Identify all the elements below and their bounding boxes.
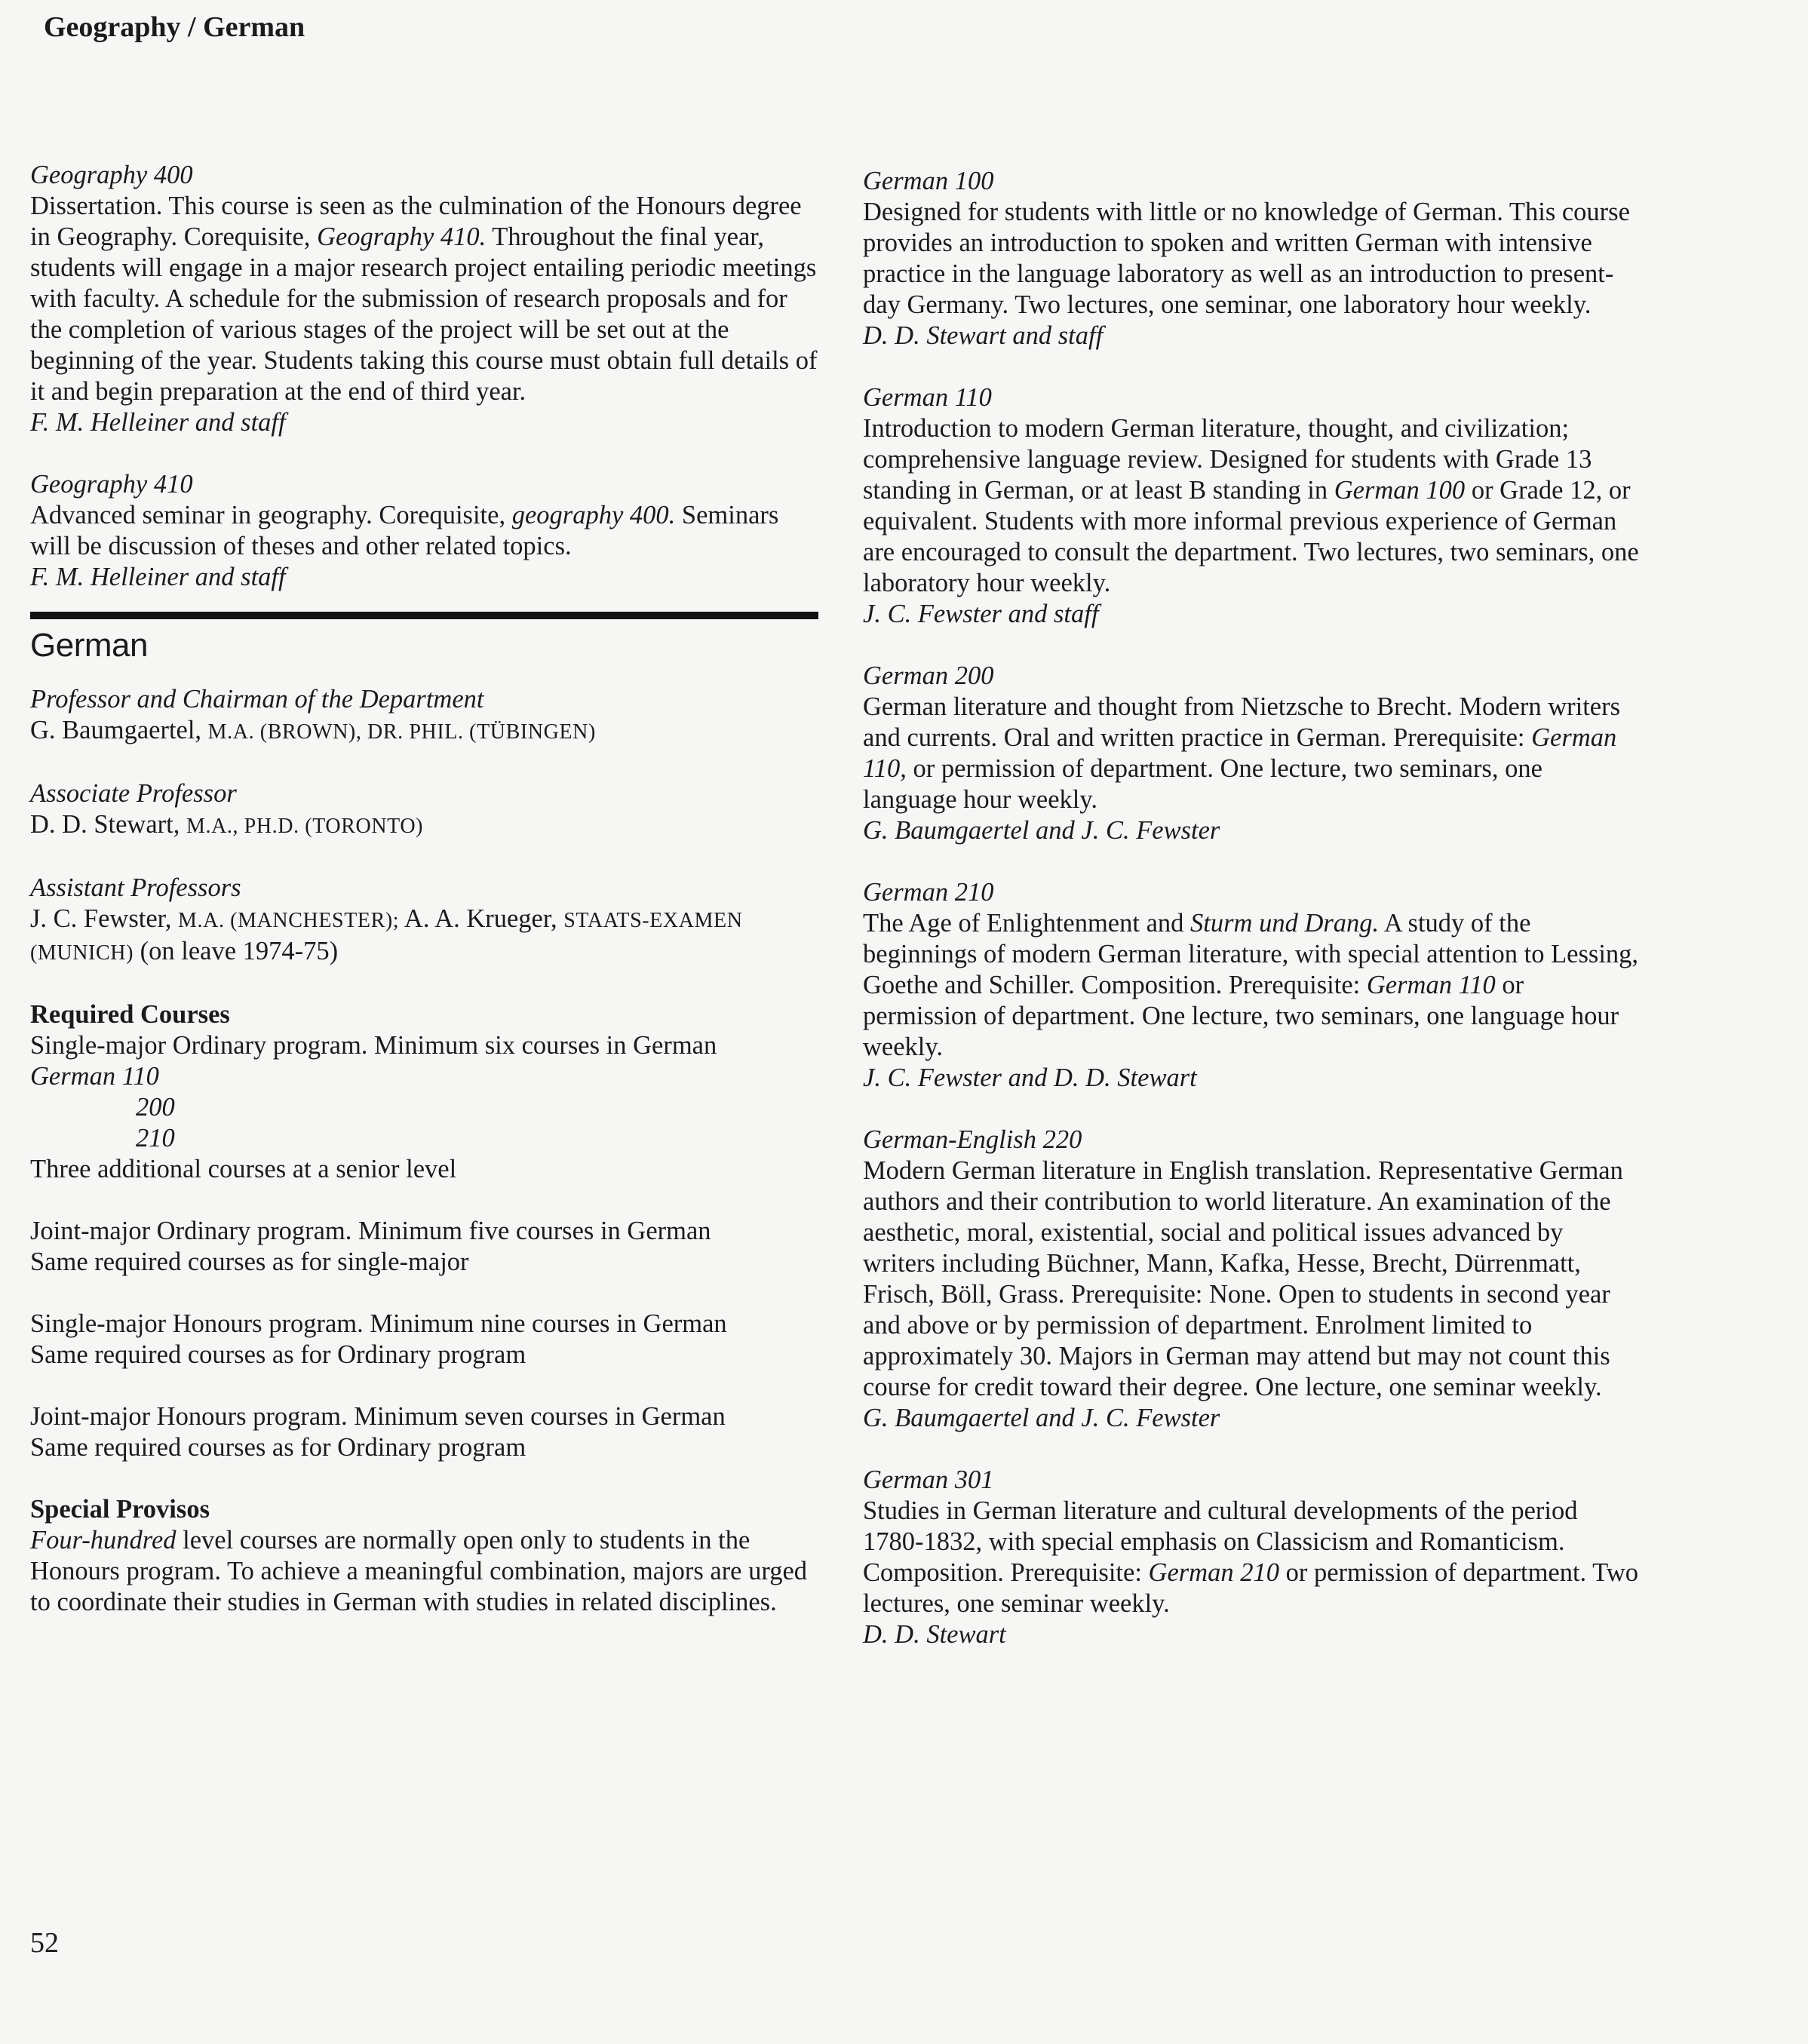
- course-instructor: J. C. Fewster and D. D. Stewart: [863, 1063, 1197, 1092]
- program-description: Joint-major Honours program. Minimum seven courses in German: [30, 1402, 726, 1431]
- faculty-entry-associate: [30, 778, 822, 842]
- program-note: Same required courses as for single-major: [30, 1248, 469, 1276]
- course-description: [863, 908, 1640, 1063]
- course-instructor: D. D. Stewart: [863, 1620, 1006, 1649]
- course-entry-german-200: [863, 661, 1640, 846]
- faculty-member: [30, 809, 822, 842]
- faculty-name: D. D. Stewart,: [30, 810, 186, 839]
- faculty-credentials: M.A., PH.D. (TORONTO): [186, 815, 424, 838]
- required-course: 200: [136, 1093, 175, 1122]
- faculty-name: A. A. Krueger,: [399, 904, 564, 933]
- course-instructor: F. M. Helleiner and staff: [30, 408, 286, 437]
- required-courses-heading: Required Courses: [30, 1000, 230, 1029]
- page-number: 52: [30, 1927, 59, 1959]
- course-description: [30, 191, 822, 407]
- description-text: or permission of department. Two lectures, one seminar weekly.: [863, 1558, 1639, 1618]
- course-description: [863, 692, 1640, 815]
- description-text: Introduction to modern German literature, thought, and civilization; comprehensive language review. Designed for students with Grade 13 standing in German, or at least B standing in: [863, 414, 1592, 505]
- course-description: [30, 500, 822, 562]
- course-reference: Geography 410.: [317, 223, 487, 251]
- program-note: Same required courses as for Ordinary program: [30, 1433, 526, 1462]
- course-title: German 110: [863, 383, 992, 412]
- faculty-entry-assistant: [30, 873, 822, 968]
- course-entry-german-110: [863, 382, 1640, 630]
- faculty-rank: Assistant Professors: [30, 873, 241, 902]
- faculty-note: (on leave 1974-75): [134, 937, 339, 965]
- course-description: Modern German literature in English translation. Representative German authors and their contribution to world literature. An examination of the aesthetic, moral, existential, social and political issues advanced by writers including Büchner, Mann, Kafka, Hesse, Brecht, Dürrenmatt, Frisch, Böll, Grass. Prerequisite: None. Open to students in second year and above or by permission of department. Enrolment limited to approximately 30. Majors in German may attend but may not count this course for credit toward their degree. One lecture, one seminar weekly.: [863, 1156, 1623, 1401]
- course-entry-german-301: [863, 1465, 1640, 1650]
- special-provisos-heading: Special Provisos: [30, 1495, 210, 1524]
- course-instructor: J. C. Fewster and staff: [863, 600, 1099, 628]
- spacer: [30, 1370, 822, 1401]
- description-text: The Age of Enlightenment and: [863, 909, 1191, 938]
- special-provisos-text: [30, 1525, 822, 1618]
- course-description: Designed for students with little or no knowledge of German. This course provides an introduction to spoken and written German with intensive practice in the language laboratory as well as an introduction to present-day Germany. Two lectures, one seminar, one laboratory hour weekly.: [863, 198, 1630, 319]
- faculty-rank: Professor and Chairman of the Department: [30, 685, 484, 714]
- faculty-rank: Associate Professor: [30, 779, 237, 808]
- running-head: Geography / German: [44, 11, 305, 43]
- description-text: or Grade 12, or equivalent. Students with more informal previous experience of German are encouraged to consult the department. Two lectures, two seminars, one laboratory hour weekly.: [863, 476, 1639, 597]
- course-entry-geography-400: [30, 160, 822, 438]
- faculty-credentials: STAATS-EXAMEN (MUNICH): [30, 909, 743, 965]
- course-entry-geography-410: [30, 469, 822, 593]
- description-text: or permission of department. One lecture, two seminars, one language hour weekly.: [863, 754, 1542, 814]
- faculty-name: G. Baumgaertel,: [30, 716, 208, 744]
- description-text: Advanced seminar in geography. Corequisite,: [30, 501, 512, 529]
- program-description: Joint-major Ordinary program. Minimum five courses in German: [30, 1217, 711, 1245]
- course-title: Geography 410: [30, 470, 193, 499]
- program-note: Same required courses as for Ordinary program: [30, 1340, 526, 1369]
- course-reference: German 210: [1148, 1558, 1279, 1587]
- required-courses: [30, 999, 822, 1463]
- course-title: German 100: [863, 167, 994, 195]
- special-provisos: [30, 1494, 822, 1618]
- provisos-lead: Four-hundred: [30, 1526, 177, 1554]
- required-course: 210: [136, 1124, 175, 1152]
- course-title: German 301: [863, 1465, 994, 1494]
- course-title: German 210: [863, 878, 994, 907]
- course-instructor: F. M. Helleiner and staff: [30, 563, 286, 591]
- course-entry-german-210: [863, 877, 1640, 1094]
- faculty-entry-professor: [30, 684, 822, 747]
- program-description: Single-major Honours program. Minimum nine courses in German: [30, 1309, 727, 1338]
- course-instructor: D. D. Stewart and staff: [863, 321, 1104, 350]
- description-text: German literature and thought from Nietzsche to Brecht. Modern writers and currents. Oral and written practice in German. Prerequisite:: [863, 692, 1621, 752]
- course-instructor: G. Baumgaertel and J. C. Fewster: [863, 816, 1220, 845]
- course-description: [863, 1496, 1640, 1619]
- course-title: German 200: [863, 661, 994, 690]
- course-description: [863, 413, 1640, 599]
- faculty-name: J. C. Fewster,: [30, 904, 179, 933]
- program-description: Single-major Ordinary program. Minimum six courses in German: [30, 1031, 717, 1060]
- course-title: Geography 400: [30, 161, 193, 189]
- course-reference: geography 400.: [511, 501, 676, 529]
- left-column: [30, 160, 822, 1649]
- course-instructor: G. Baumgaertel and J. C. Fewster: [863, 1404, 1220, 1432]
- course-entry-german-english-220: [863, 1125, 1640, 1434]
- faculty-credentials: M.A. (BROWN), DR. PHIL. (TÜBINGEN): [207, 720, 596, 744]
- course-reference: German 100: [1334, 476, 1466, 505]
- faculty-member: [30, 715, 822, 747]
- course-reference: Sturm und Drang.: [1190, 909, 1380, 938]
- required-course: German 110: [30, 1062, 159, 1091]
- course-entry-german-100: [863, 166, 1640, 351]
- spacer: [30, 1278, 822, 1309]
- description-text: or permission of department. One lecture, two seminars, one language hour weekly.: [863, 971, 1619, 1061]
- description-text: Seminars will be discussion of theses and other related topics.: [30, 501, 779, 560]
- course-reference: German 110,: [863, 723, 1617, 783]
- description-text: Throughout the final year, students will engage in a major research project entailing periodic meetings with faculty. A schedule for the submission of research proposals and for the completion of various stages of the project will be set out at the beginning of the year. Students taking this course must obtain full details of it and begin preparation at the end of third year.: [30, 223, 818, 406]
- right-column: [863, 166, 1640, 1681]
- provisos-body: level courses are normally open only to students in the Honours program. To achieve a meaningful combination, majors are urged to coordinate their studies in German with studies in related disciplines.: [30, 1526, 808, 1616]
- description-text: Dissertation. This course is seen as the culmination of the Honours degree in Geography. Corequisite,: [30, 192, 802, 251]
- description-text: Studies in German literature and cultural developments of the period 1780-1832, with special emphasis on Classicism and Romanticism. Composition. Prerequisite:: [863, 1496, 1578, 1587]
- spacer: [30, 1185, 822, 1216]
- section-title-german: German: [30, 627, 148, 664]
- course-title: German-English 220: [863, 1125, 1082, 1154]
- program-note: Three additional courses at a senior level: [30, 1155, 457, 1183]
- faculty-member: [30, 904, 822, 968]
- faculty-credentials: M.A. (MANCHESTER);: [178, 909, 400, 932]
- section-divider: [30, 612, 818, 619]
- course-reference: German 110: [1366, 971, 1496, 999]
- description-text: A study of the beginnings of modern German literature, with special attention to Lessing, Goethe and Schiller. Composition. Prerequisite:: [863, 909, 1639, 999]
